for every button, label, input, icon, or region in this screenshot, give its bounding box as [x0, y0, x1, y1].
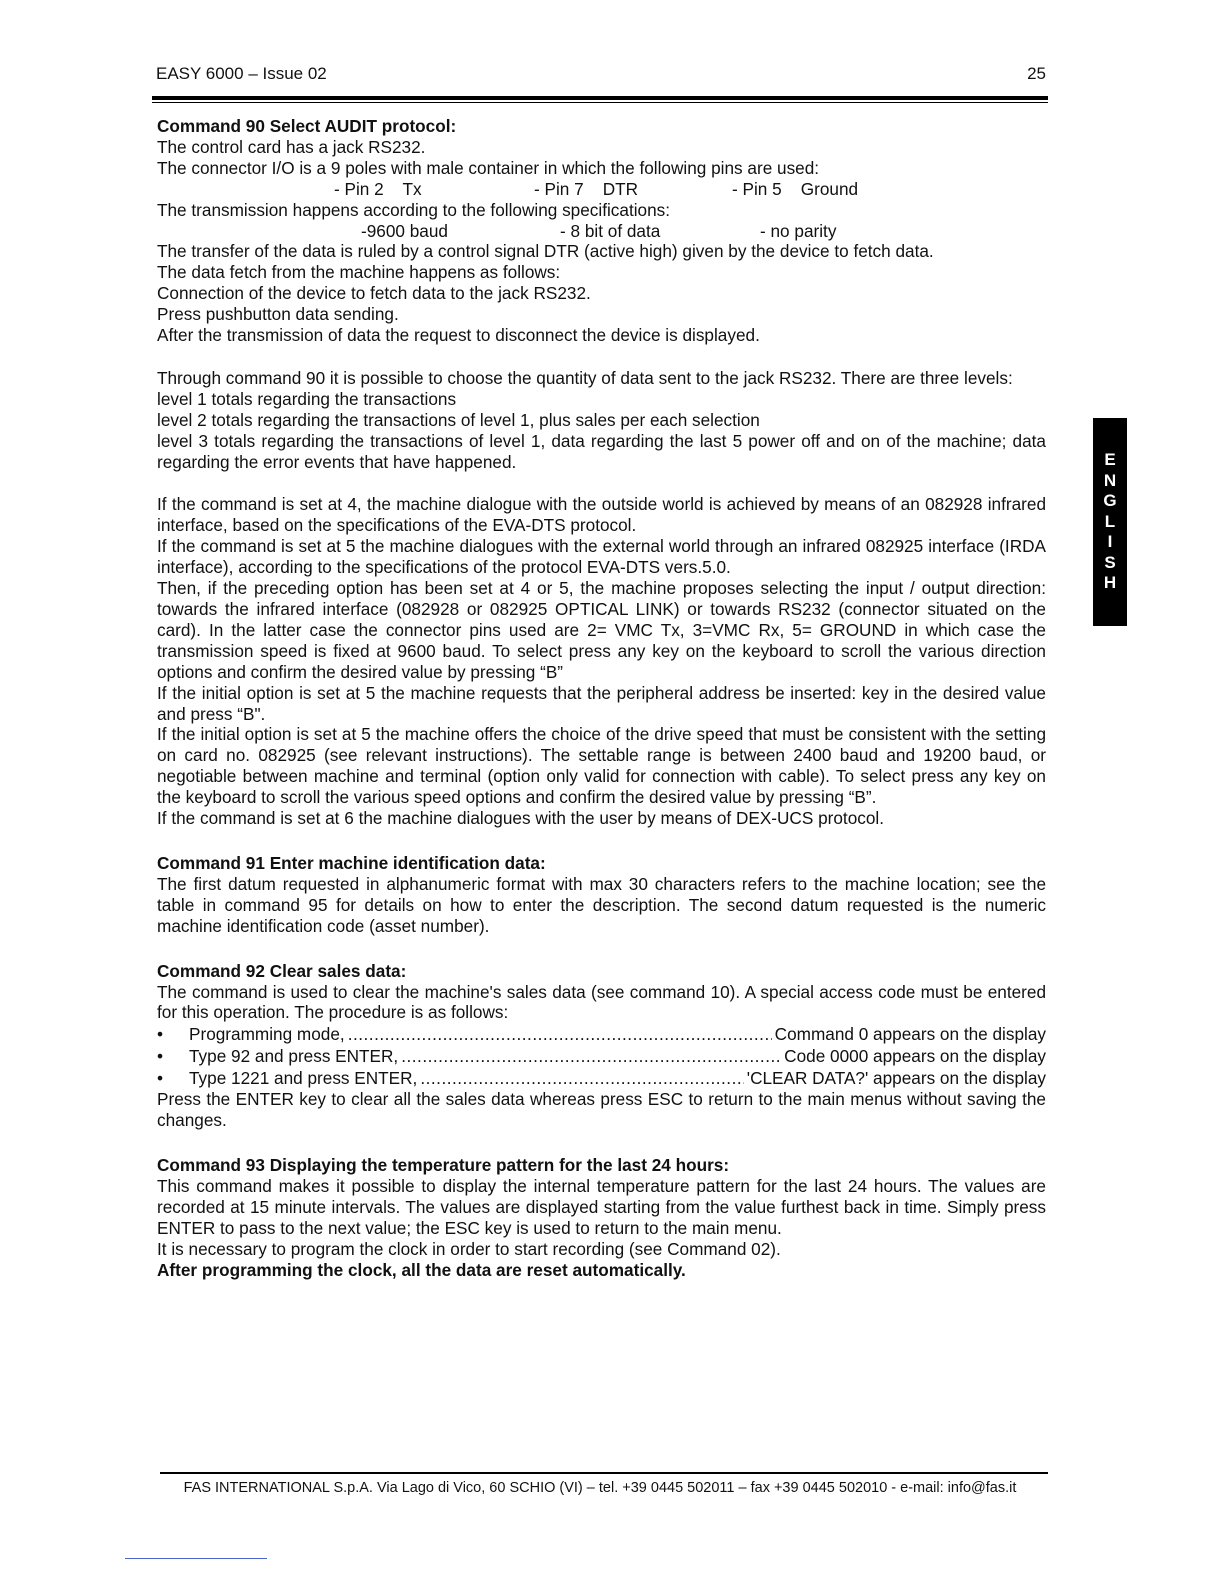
- step-result: Code 0000 appears on the display: [784, 1046, 1046, 1067]
- step-text: Type 92 and press ENTER,: [189, 1046, 399, 1067]
- language-tab-english: [1093, 418, 1127, 626]
- page-number: 25: [1027, 64, 1046, 83]
- paragraph: If the initial option is set at 5 the machine requests that the peripheral address be inserted: key in the desired value and press “B".: [157, 682, 1046, 724]
- paragraph: It is necessary to program the clock in order to start recording (see Command 02).: [157, 1238, 781, 1259]
- procedure-step: [157, 1067, 1046, 1089]
- level-2: level 2 totals regarding the transactions of level 1, plus sales per each selection: [157, 409, 760, 430]
- command-93-heading: Command 93 Displaying the temperature pattern for the last 24 hours:: [157, 1155, 730, 1176]
- page-header: [156, 64, 1046, 84]
- step-text: Type 1221 and press ENTER,: [189, 1068, 418, 1089]
- paragraph: The transfer of the data is ruled by a control signal DTR (active high) given by the device to fetch data.: [157, 241, 934, 262]
- paragraph: The transmission happens according to the following specifications:: [157, 199, 671, 220]
- command-91-heading: Command 91 Enter machine identification data:: [157, 852, 546, 873]
- spec-list: [157, 221, 1046, 242]
- paragraph: Through command 90 it is possible to choose the quantity of data sent to the jack RS232. There are three levels:: [157, 367, 1013, 388]
- paragraph: Press the ENTER key to clear all the sales data whereas press ESC to return to the main menus without saving the changes.: [157, 1089, 1046, 1131]
- dot-leader: [348, 1023, 772, 1045]
- bullet-icon: •: [157, 1046, 164, 1067]
- dot-leader: [420, 1067, 743, 1089]
- procedure-step: [157, 1045, 1046, 1067]
- pin-2: - Pin 2 Tx: [334, 178, 422, 199]
- bullet-icon: •: [157, 1024, 164, 1045]
- bold-note: After programming the clock, all the data are reset automatically.: [157, 1259, 686, 1280]
- header-rule-thin: [152, 102, 1048, 103]
- paragraph: If the initial option is set at 5 the machine offers the choice of the drive speed that must be consistent with the setting on card no. 082925 (see relevant instructions). The settable range is between 2400 baud and 19200 baud, or negotiable between machine and terminal (option only valid for connection with cable). To select press any key on the keyboard to scroll the various speed options and confirm the desired value by pressing “B”.: [157, 724, 1046, 808]
- pin-list: [157, 179, 1046, 200]
- paragraph: The data fetch from the machine happens as follows:: [157, 262, 561, 283]
- tab-letter: I: [1107, 532, 1113, 552]
- paragraph: The first datum requested in alphanumeric format with max 30 characters refers to the machine location; see the table in command 95 for details on how to enter the description. The second datum requested is the numeric machine identification code (asset number).: [157, 873, 1046, 936]
- document-title: EASY 6000 – Issue 02: [156, 64, 327, 83]
- page-content: [157, 116, 1046, 1281]
- header-rule: [152, 96, 1048, 100]
- spec-bits: - 8 bit of data: [560, 220, 661, 241]
- dot-leader: [401, 1045, 781, 1067]
- paragraph: Connection of the device to fetch data to the jack RS232.: [157, 283, 591, 304]
- paragraph: The connector I/O is a 9 poles with male container in which the following pins are used:: [157, 157, 820, 178]
- procedure-step: [157, 1023, 1046, 1045]
- paragraph: The control card has a jack RS232.: [157, 136, 426, 157]
- footer-rule: [160, 1472, 1048, 1474]
- paragraph: This command makes it possible to display the internal temperature pattern for the last 24 hours. The values are recorded at 15 minute intervals. The values are displayed starting from the value furthest back in time. Simply press ENTER to pass to the next value; the ESC key is used to return to the main menu.: [157, 1176, 1046, 1238]
- tab-letter: G: [1103, 491, 1117, 511]
- paragraph: Then, if the preceding option has been set at 4 or 5, the machine proposes selecting the input / output direction: towards the infrared interface (082928 or 082925 OPTICAL LINK) or towards RS232 (connector situated on the card). In the latter case the connector pins used are 2= VMC Tx, 3=VMC Rx, 5= GROUND in which case the transmission speed is fixed at 9600 baud. To select press any key on the keyboard to scroll the various direction options and confirm the desired value by pressing “B”: [157, 578, 1046, 682]
- tab-letter: S: [1104, 552, 1116, 572]
- step-result: 'CLEAR DATA?' appears on the display: [746, 1068, 1046, 1089]
- pin-5: - Pin 5 Ground: [732, 178, 859, 199]
- tab-letter: L: [1104, 511, 1116, 531]
- tab-letter: N: [1103, 470, 1117, 490]
- spec-baud: -9600 baud: [361, 220, 448, 241]
- level-3: level 3 totals regarding the transactions of level 1, data regarding the last 5 power off and on of the machine; data regarding the error events that have happened.: [157, 430, 1046, 472]
- step-text: Programming mode,: [189, 1024, 345, 1045]
- paragraph: If the command is set at 6 the machine dialogues with the user by means of DEX-UCS protocol.: [157, 808, 885, 829]
- level-1: level 1 totals regarding the transactions: [157, 388, 457, 409]
- command-92-heading: Command 92 Clear sales data:: [157, 960, 407, 981]
- paragraph: Press pushbutton data sending.: [157, 304, 399, 325]
- paragraph: After the transmission of data the request to disconnect the device is displayed.: [157, 325, 760, 346]
- tab-letter: H: [1103, 573, 1117, 593]
- bullet-icon: •: [157, 1068, 164, 1089]
- paragraph: If the command is set at 4, the machine dialogue with the outside world is achieved by means of an 082928 infrared interface, based on the specifications of the EVA-DTS protocol.: [157, 494, 1046, 536]
- spec-parity: - no parity: [760, 220, 837, 241]
- bottom-link-line: [125, 1558, 267, 1559]
- pin-7: - Pin 7 DTR: [534, 178, 639, 199]
- paragraph: If the command is set at 5 the machine dialogues with the external world through an infrared 082925 interface (IRDA interface), according to the specifications of the protocol EVA-DTS vers.5.0.: [157, 536, 1046, 578]
- tab-letter: E: [1104, 450, 1116, 470]
- page-footer: FAS INTERNATIONAL S.p.A. Via Lago di Vico, 60 SCHIO (VI) – tel. +39 0445 502011 – fax +39 0445 502010 - e-mail: info@fas.it: [183, 1480, 1017, 1496]
- command-90-heading: Command 90 Select AUDIT protocol:: [157, 116, 457, 136]
- paragraph: The command is used to clear the machine's sales data (see command 10). A special access code must be entered for this operation. The procedure is as follows:: [157, 981, 1046, 1023]
- step-result: Command 0 appears on the display: [774, 1024, 1046, 1045]
